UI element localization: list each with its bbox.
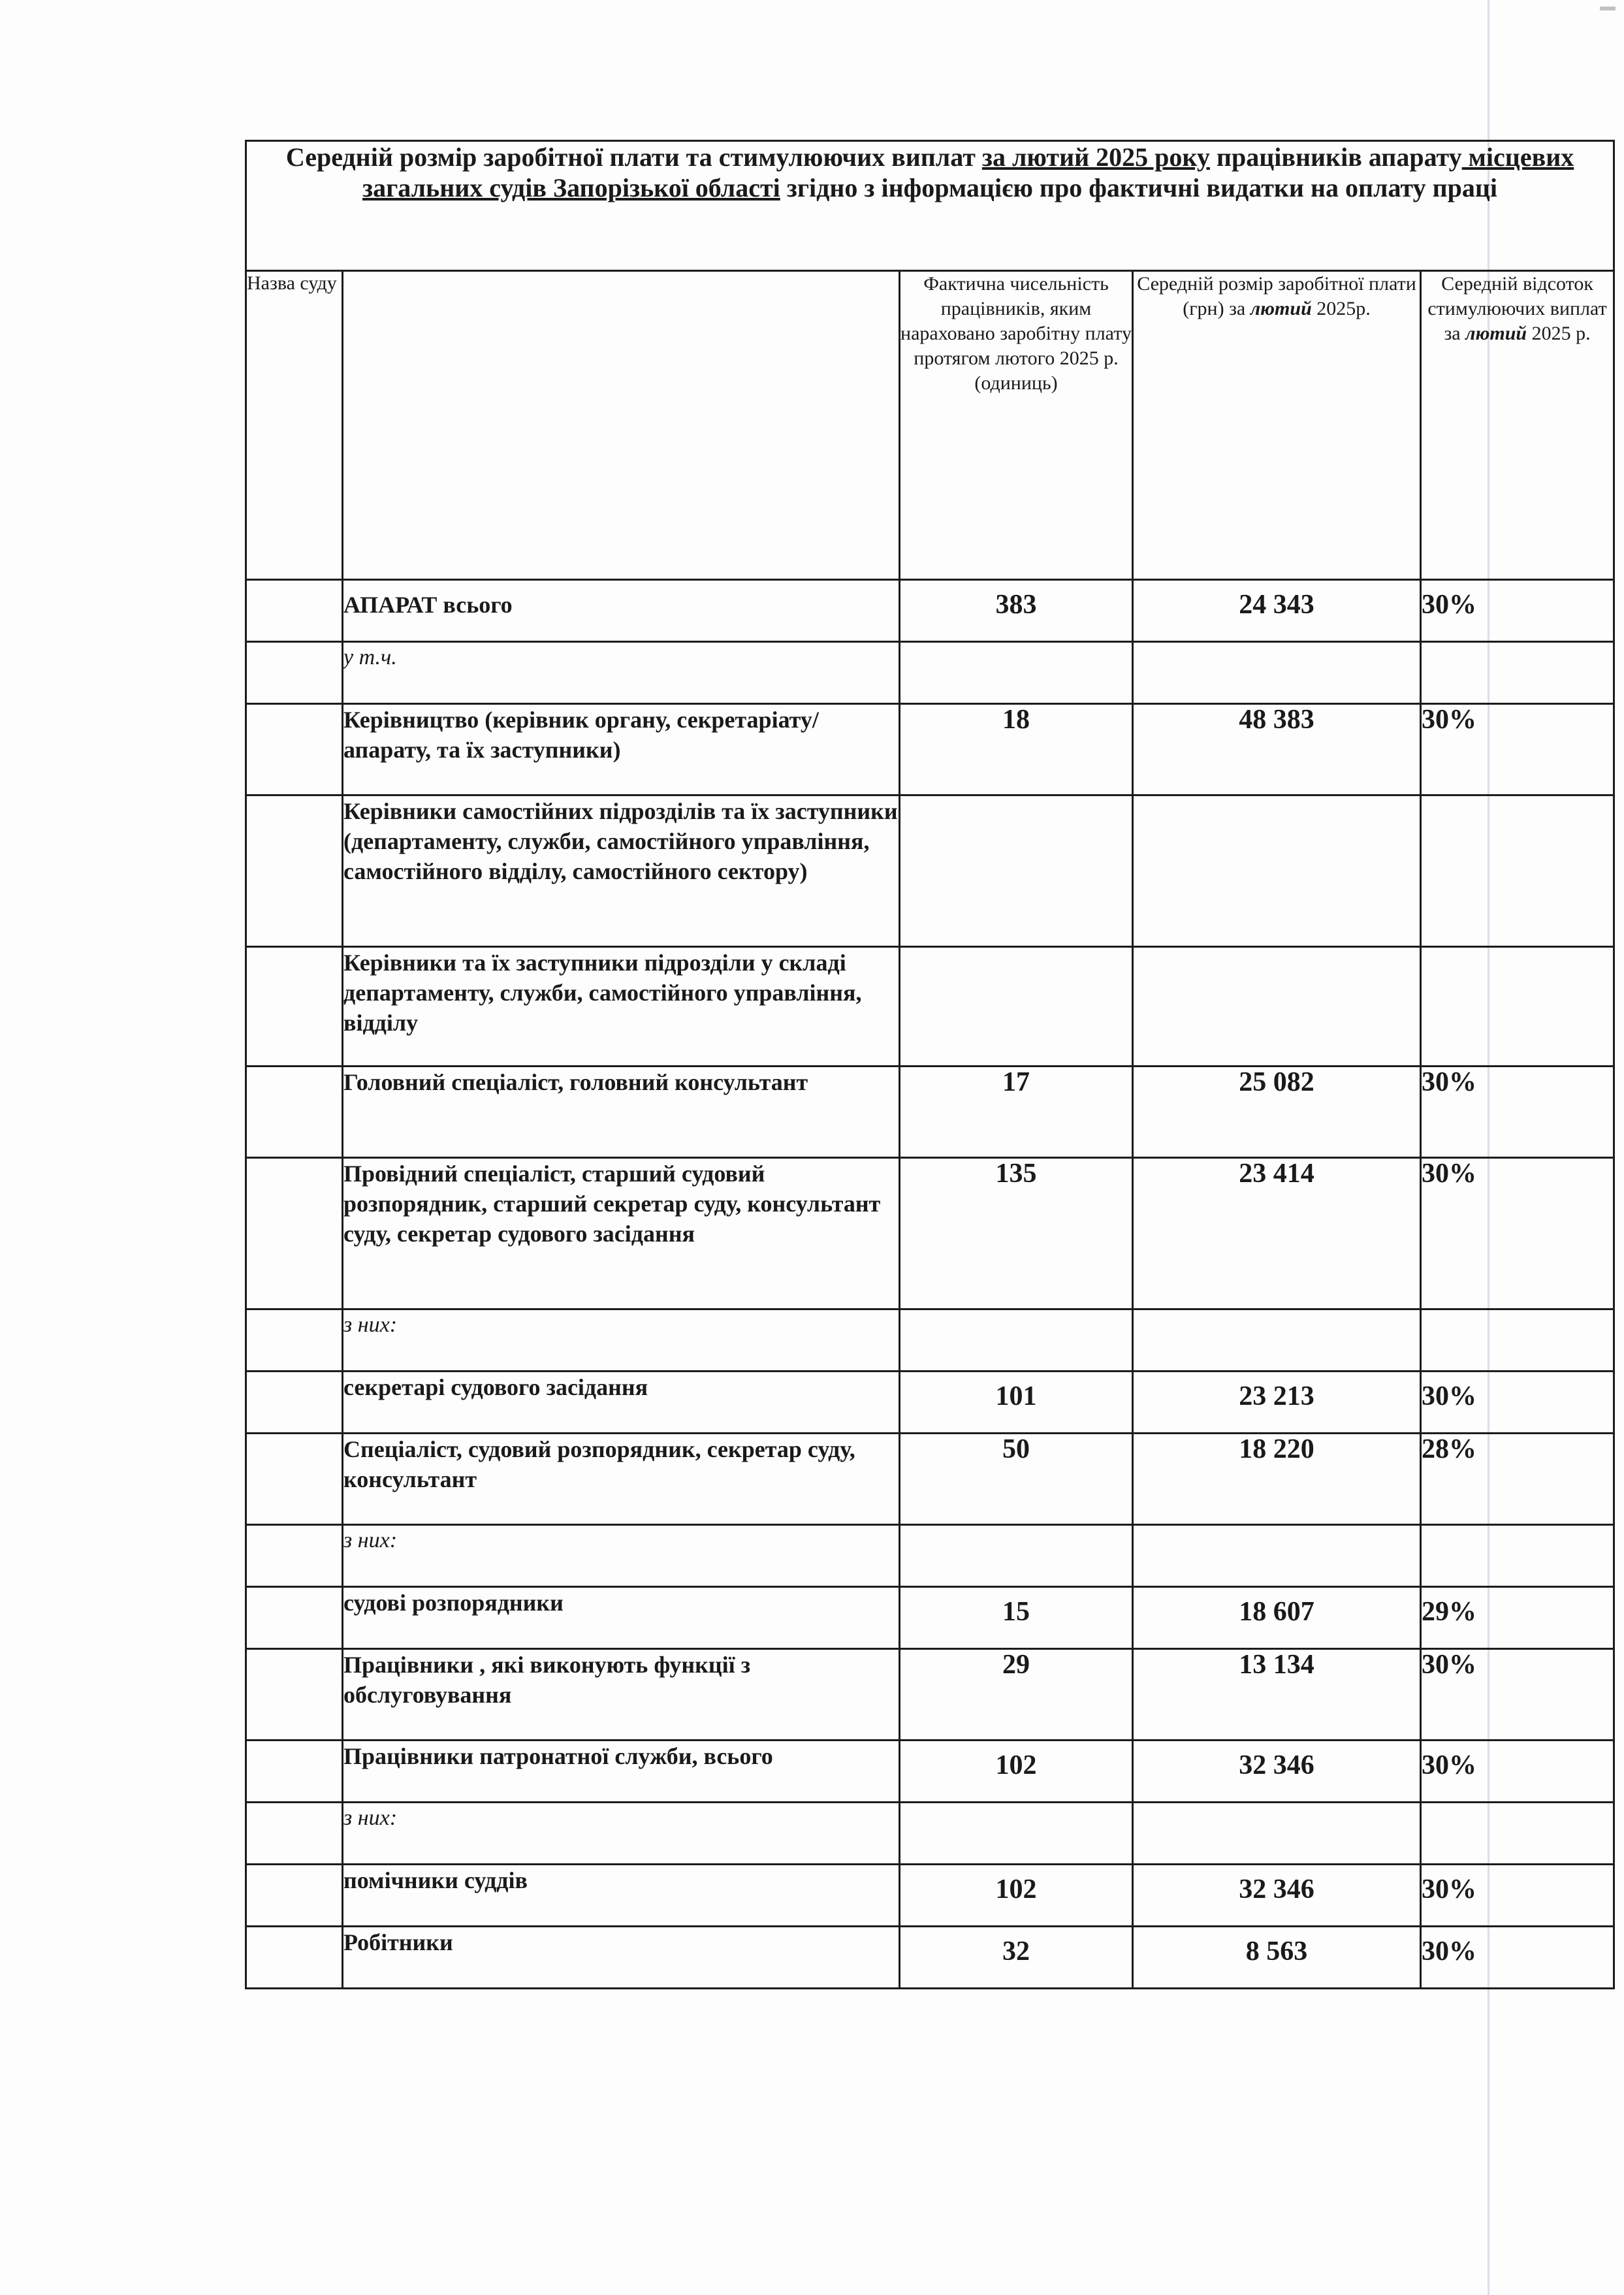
row-percent — [1421, 1309, 1614, 1372]
row-count — [900, 1309, 1133, 1372]
court-cell — [246, 795, 343, 947]
row-count: 102 — [900, 1741, 1133, 1803]
header-salary-year: 2025р. — [1311, 298, 1371, 319]
court-cell — [246, 1803, 343, 1865]
row-count — [900, 1803, 1133, 1865]
row-salary: 8 563 — [1133, 1927, 1421, 1989]
row-salary: 32 346 — [1133, 1741, 1421, 1803]
title-period: за лютий 2025 року — [981, 142, 1210, 172]
row-count — [900, 642, 1133, 704]
row-count: 32 — [900, 1927, 1133, 1989]
header-percent-year: 2025 р. — [1527, 323, 1591, 344]
row-salary: 32 346 — [1133, 1865, 1421, 1927]
header-percent-month: лютий — [1465, 323, 1527, 344]
table-row — [246, 1372, 1614, 1434]
row-label: у т.ч. — [343, 642, 900, 704]
row-label: помічники суддів — [343, 1865, 900, 1927]
row-count: 18 — [900, 704, 1133, 795]
court-cell — [246, 1525, 343, 1587]
court-cell — [246, 1372, 343, 1434]
row-salary: 48 383 — [1133, 704, 1421, 795]
table-row — [246, 642, 1614, 704]
court-cell — [246, 580, 343, 642]
header-blank — [343, 271, 900, 580]
row-label: Працівники , які виконують функції з обслуговування — [343, 1649, 900, 1741]
row-count: 102 — [900, 1865, 1133, 1927]
court-cell — [246, 642, 343, 704]
row-label: Робітники — [343, 1927, 900, 1989]
row-salary — [1133, 642, 1421, 704]
table-row — [246, 947, 1614, 1067]
title-courts: місцевих загальних судів Запорізької області — [362, 142, 1574, 202]
title-text-2: працівників апарату — [1209, 142, 1462, 172]
row-count: 135 — [900, 1158, 1133, 1309]
row-count: 17 — [900, 1067, 1133, 1158]
title-row — [246, 141, 1614, 271]
table-row — [246, 1587, 1614, 1649]
row-percent: 30% — [1421, 580, 1614, 642]
table-row — [246, 1649, 1614, 1741]
row-percent: 30% — [1421, 1927, 1614, 1989]
table-row — [246, 580, 1614, 642]
row-salary — [1133, 947, 1421, 1067]
court-cell — [246, 1927, 343, 1989]
scan-corner-mark — [1600, 7, 1616, 10]
row-percent: 30% — [1421, 704, 1614, 795]
row-percent — [1421, 1803, 1614, 1865]
row-percent — [1421, 642, 1614, 704]
header-salary-month: лютий — [1250, 298, 1312, 319]
row-salary — [1133, 1803, 1421, 1865]
row-percent — [1421, 1525, 1614, 1587]
table-row — [246, 1434, 1614, 1525]
row-percent: 30% — [1421, 1067, 1614, 1158]
table-row — [246, 1803, 1614, 1865]
row-label: Спеціаліст, судовий розпорядник, секретар суду, консультант — [343, 1434, 900, 1525]
row-count: 383 — [900, 580, 1133, 642]
row-label: Керівники та їх заступники підрозділи у складі департаменту, служби, самостійного управління, відділу — [343, 947, 900, 1067]
table-row — [246, 795, 1614, 947]
table-row — [246, 1309, 1614, 1372]
row-salary — [1133, 1309, 1421, 1372]
row-salary — [1133, 1525, 1421, 1587]
row-percent: 29% — [1421, 1587, 1614, 1649]
header-court-name: Назва суду — [246, 271, 343, 580]
row-salary: 13 134 — [1133, 1649, 1421, 1741]
court-cell — [246, 1309, 343, 1372]
row-salary: 18 607 — [1133, 1587, 1421, 1649]
row-percent: 30% — [1421, 1649, 1614, 1741]
row-label: з них: — [343, 1525, 900, 1587]
header-salary — [1133, 271, 1421, 580]
header-percent — [1421, 271, 1614, 580]
row-percent: 30% — [1421, 1865, 1614, 1927]
report-title — [246, 141, 1614, 271]
court-cell — [246, 1587, 343, 1649]
court-cell — [246, 947, 343, 1067]
court-cell — [246, 1158, 343, 1309]
table-row — [246, 1865, 1614, 1927]
row-label: з них: — [343, 1309, 900, 1372]
court-cell — [246, 1067, 343, 1158]
row-count: 101 — [900, 1372, 1133, 1434]
row-salary: 18 220 — [1133, 1434, 1421, 1525]
table-row — [246, 704, 1614, 795]
row-percent: 28% — [1421, 1434, 1614, 1525]
row-label: з них: — [343, 1803, 900, 1865]
row-percent — [1421, 795, 1614, 947]
header-row — [246, 271, 1614, 580]
court-cell — [246, 1865, 343, 1927]
row-salary: 23 414 — [1133, 1158, 1421, 1309]
row-count: 15 — [900, 1587, 1133, 1649]
table-row — [246, 1158, 1614, 1309]
row-label: Керівники самостійних підрозділів та їх заступники (департаменту, служби, самостійного управління, самостійного відділу, самостійного сектору) — [343, 795, 900, 947]
row-percent: 30% — [1421, 1741, 1614, 1803]
row-label: Працівники патронатної служби, всього — [343, 1741, 900, 1803]
row-label: Провідний спеціаліст, старший судовий розпорядник, старший секретар суду, консультант суду, секретар судового засідання — [343, 1158, 900, 1309]
row-count: 29 — [900, 1649, 1133, 1741]
court-cell — [246, 704, 343, 795]
row-count: 50 — [900, 1434, 1133, 1525]
row-count — [900, 1525, 1133, 1587]
title-text-3: згідно з інформацією про фактичні видатки на оплату праці — [780, 173, 1498, 202]
row-salary: 24 343 — [1133, 580, 1421, 642]
header-count: Фактична чисельність працівників, яким нараховано заробітну плату протягом лютого 2025 р. (одиниць) — [900, 271, 1133, 580]
court-cell — [246, 1434, 343, 1525]
row-salary — [1133, 795, 1421, 947]
row-salary: 25 082 — [1133, 1067, 1421, 1158]
salary-report-table — [245, 140, 1615, 1989]
row-label: Головний спеціаліст, головний консультант — [343, 1067, 900, 1158]
row-label: секретарі судового засідання — [343, 1372, 900, 1434]
table-row — [246, 1525, 1614, 1587]
row-count — [900, 947, 1133, 1067]
title-text-1: Середній розмір заробітної плати та стимулюючих виплат — [285, 142, 982, 172]
table-row — [246, 1067, 1614, 1158]
table-row — [246, 1927, 1614, 1989]
row-percent: 30% — [1421, 1158, 1614, 1309]
row-percent — [1421, 947, 1614, 1067]
row-salary: 23 213 — [1133, 1372, 1421, 1434]
row-label: Керівництво (керівник органу, секретаріату/апарату, та їх заступники) — [343, 704, 900, 795]
header-percent-text: Середній відсоток стимулюючих виплат за — [1427, 273, 1607, 344]
header-salary-text: Середній розмір заробітної плати (грн) за — [1137, 273, 1416, 319]
row-count — [900, 795, 1133, 947]
court-cell — [246, 1741, 343, 1803]
row-percent: 30% — [1421, 1372, 1614, 1434]
row-label: судові розпорядники — [343, 1587, 900, 1649]
table-row — [246, 1741, 1614, 1803]
court-cell — [246, 1649, 343, 1741]
row-label: АПАРАТ всього — [343, 580, 900, 642]
